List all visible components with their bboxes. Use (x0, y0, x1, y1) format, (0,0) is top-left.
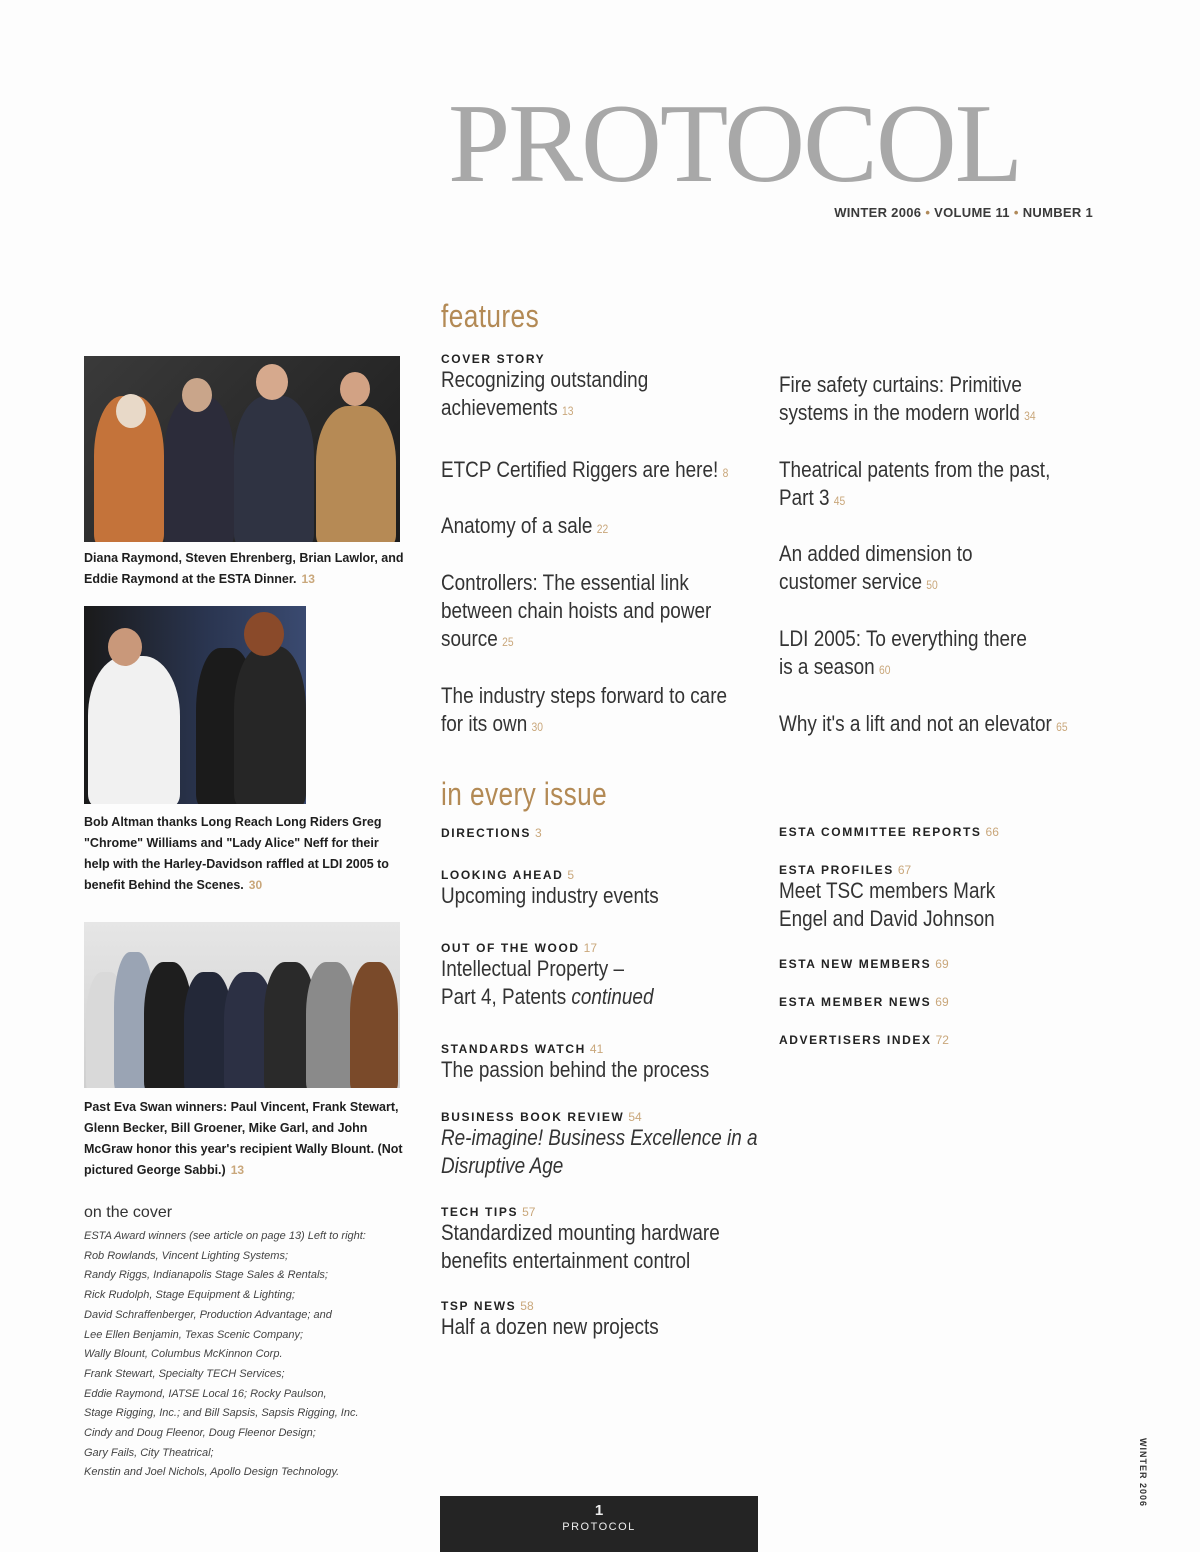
feature-item[interactable]: Anatomy of a sale 22 (441, 513, 609, 538)
department-kicker: TSP NEWS (441, 1299, 517, 1313)
department-kicker: ESTA PROFILES (779, 863, 894, 877)
person-face (256, 364, 288, 400)
department-item[interactable] (779, 995, 949, 1009)
cover-line: David Schraffenberger, Production Advantage; and (84, 1308, 332, 1321)
page-number: 34 (1024, 409, 1036, 423)
cover-line: Rick Rudolph, Stage Equipment & Lighting; (84, 1289, 295, 1302)
feature-kicker: COVER STORY (441, 352, 546, 366)
page-number: 57 (522, 1205, 536, 1219)
department-kicker: DIRECTIONS (441, 826, 532, 840)
department-title: The passion behind the process (441, 1057, 710, 1082)
feature-item[interactable]: ETCP Certified Riggers are here! 8 (441, 457, 729, 482)
department-item[interactable] (441, 941, 801, 1011)
person-face (116, 394, 146, 428)
page-number: 5 (567, 868, 575, 882)
cover-line: Wally Blount, Columbus McKinnon Corp. (84, 1348, 283, 1361)
issue-volume: VOLUME 11 (934, 205, 1010, 220)
feature-item[interactable]: Why it's a lift and not an elevator 65 (779, 711, 1068, 736)
person-figure (350, 962, 398, 1088)
department-title: Half a dozen new projects (441, 1314, 659, 1339)
page-number: 30 (248, 878, 263, 892)
page-number: 66 (985, 825, 999, 839)
department-item[interactable] (441, 1205, 791, 1275)
person-figure (316, 406, 396, 542)
person-figure (164, 396, 234, 542)
department-item[interactable] (779, 1033, 949, 1047)
cover-line: Cindy and Doug Fleenor, Doug Fleenor Design; (84, 1427, 316, 1440)
department-item[interactable] (441, 1110, 821, 1180)
feature-item[interactable] (441, 352, 691, 425)
feature-item[interactable]: An added dimension to customer service 50 (779, 541, 973, 594)
photo-caption: Diana Raymond, Steven Ehrenberg, Brian Lawlor, and Eddie Raymond at the ESTA Dinner. 13 (84, 551, 404, 586)
cover-line: Lee Ellen Benjamin, Texas Scenic Company; (84, 1328, 304, 1341)
page-number: 3 (535, 826, 542, 840)
feature-item[interactable]: Fire safety curtains: Primitive systems in the modern world 34 (779, 372, 1036, 425)
department-kicker: ESTA COMMITTEE REPORTS (779, 825, 982, 839)
person-figure (306, 962, 356, 1088)
cover-line: Kenstin and Joel Nichols, Apollo Design Technology. (84, 1466, 340, 1479)
person-figure (234, 646, 306, 804)
side-issue-tag: WINTER 2006 (1138, 1438, 1148, 1508)
department-item[interactable] (441, 1299, 801, 1341)
footer-publication-name: PROTOCOL (562, 1521, 636, 1533)
page-footer (440, 1496, 758, 1552)
department-item[interactable] (779, 957, 949, 971)
page-number: 8 (722, 466, 729, 480)
page-number: 41 (589, 1042, 604, 1056)
page-number: 30 (531, 720, 544, 734)
features-heading: features (441, 298, 540, 334)
feature-item[interactable]: LDI 2005: To everything there is a season 60 (779, 626, 1027, 679)
department-item[interactable] (441, 826, 542, 840)
department-item[interactable] (441, 868, 801, 910)
cover-line: Stage Rigging, Inc.; and Bill Sapsis, Sapsis Rigging, Inc. (84, 1407, 359, 1420)
feature-title: Recognizing outstanding achievements 13 (441, 367, 649, 420)
department-title: Upcoming industry events (441, 883, 659, 908)
department-item[interactable] (779, 863, 1089, 933)
page-number: 60 (879, 663, 891, 677)
department-kicker: OUT OF THE WOOD (441, 941, 580, 955)
magazine-title: PROTOCOL (448, 82, 1022, 206)
page-number: 69 (935, 995, 949, 1009)
separator: • (1013, 205, 1019, 220)
photo-caption: Past Eva Swan winners: Paul Vincent, Frank Stewart, Glenn Becker, Bill Groener, Mike Garl, and John McGraw honor this year's recipient Wally Blount. (Not pictured George Sabbi.) 13 (84, 1100, 403, 1177)
feature-item[interactable]: Controllers: The essential link between chain hoists and power source 25 (441, 570, 712, 651)
page-number: 69 (935, 957, 949, 971)
department-title: Re-imagine! Business Excellence in a Disruptive Age (441, 1125, 758, 1178)
issue-number: NUMBER 1 (1022, 205, 1093, 220)
cover-line: ESTA Award winners (see article on page 13) Left to right: (84, 1230, 366, 1242)
department-kicker: ESTA MEMBER NEWS (779, 995, 932, 1009)
cover-line: Gary Fails, City Theatrical; (84, 1446, 214, 1459)
feature-item[interactable]: The industry steps forward to care for its own 30 (441, 683, 728, 736)
department-kicker: ADVERTISERS INDEX (779, 1033, 932, 1047)
photo-caption: Bob Altman thanks Long Reach Long Riders Greg "Chrome" Williams and "Lady Alice" Neff for their help with the Harley-Davidson raffled at LDI 2005 to benefit Behind the Scenes. 30 (84, 815, 389, 892)
page-number: 45 (833, 494, 846, 508)
page-number: 13 (562, 404, 574, 418)
person-face (108, 628, 142, 666)
department-kicker: ESTA NEW MEMBERS (779, 957, 932, 971)
issue-season: WINTER 2006 (834, 205, 922, 220)
department-title: Meet TSC members Mark Engel and David Johnson (779, 878, 996, 931)
feature-item[interactable]: Theatrical patents from the past, Part 3 45 (779, 457, 1051, 510)
person-face (182, 378, 212, 412)
footer-page-number: 1 (594, 1502, 604, 1519)
person-face (244, 612, 284, 656)
page-number: 13 (301, 572, 315, 586)
person-face (340, 372, 370, 406)
department-kicker: TECH TIPS (441, 1205, 519, 1219)
page-number: 65 (1056, 720, 1068, 734)
department-item[interactable] (441, 1042, 801, 1084)
separator: • (925, 205, 931, 220)
cover-line: Rob Rowlands, Vincent Lighting Systems; (84, 1249, 289, 1262)
photo-eva-swan-winners (84, 922, 400, 1088)
page-number: 67 (897, 863, 912, 877)
department-title: Intellectual Property – Part 4, Patents continued (441, 956, 654, 1009)
cover-line: Randy Riggs, Indianapolis Stage Sales & Rentals; (84, 1269, 328, 1282)
department-item[interactable] (779, 825, 999, 839)
page-number: 13 (230, 1163, 245, 1177)
page-number: 54 (628, 1110, 642, 1124)
every-issue-heading: in every issue (441, 776, 608, 812)
page-number: 22 (596, 522, 609, 536)
photo-esta-dinner (84, 356, 400, 542)
cover-line: Eddie Raymond, IATSE Local 16; Rocky Paulson, (84, 1387, 327, 1400)
page-number: 58 (520, 1299, 534, 1313)
page-number: 50 (926, 578, 938, 592)
person-figure (88, 656, 180, 804)
cover-credits (84, 1227, 414, 1483)
photo-long-riders (84, 606, 306, 804)
person-figure (234, 396, 314, 542)
issue-line (834, 205, 1093, 220)
department-title: Standardized mounting hardware benefits entertainment control (441, 1220, 720, 1273)
cover-line: Frank Stewart, Specialty TECH Services; (84, 1367, 285, 1380)
page-number: 72 (935, 1033, 949, 1047)
page-number: 25 (502, 635, 514, 649)
department-kicker: STANDARDS WATCH (441, 1042, 586, 1056)
page-number: 17 (583, 941, 598, 955)
department-kicker: BUSINESS BOOK REVIEW (441, 1110, 625, 1124)
department-kicker: LOOKING AHEAD (441, 868, 564, 882)
cover-heading: on the cover (84, 1204, 173, 1221)
